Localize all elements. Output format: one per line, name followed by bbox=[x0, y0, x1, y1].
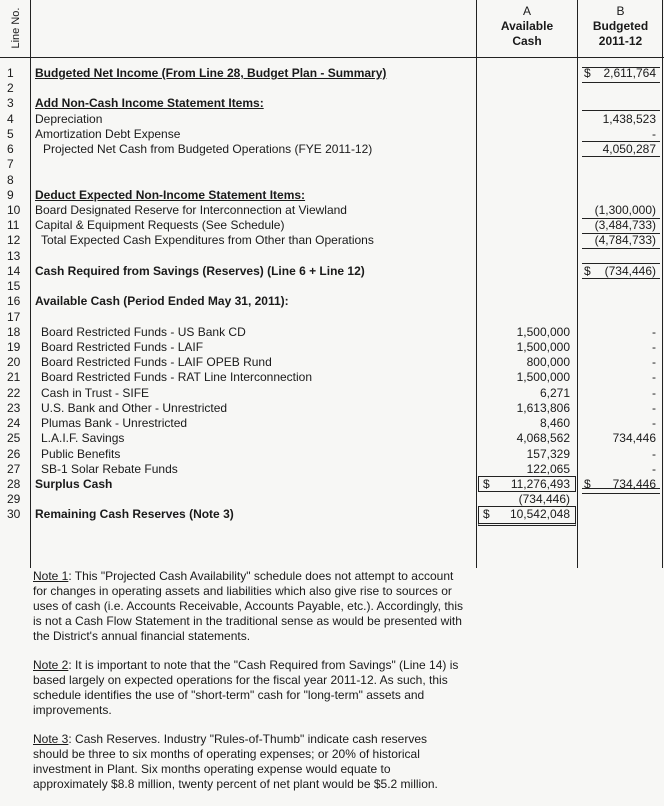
rule bbox=[582, 248, 660, 249]
line-description: Board Restricted Funds - RAT Line Interconnection bbox=[41, 370, 313, 385]
rule bbox=[582, 493, 660, 494]
available-cash-value: 122,065 bbox=[526, 461, 570, 476]
budgeted-value: (734,446) bbox=[604, 263, 656, 278]
table-row bbox=[0, 249, 664, 264]
budgeted-value: (4,784,733) bbox=[594, 233, 656, 248]
line-description: Total Expected Cash Expenditures from Other than Operations bbox=[41, 233, 374, 248]
column-b-header: B Budgeted 2011-12 bbox=[592, 4, 649, 48]
available-cash-value: 1,500,000 bbox=[516, 339, 570, 354]
line-number: 6 bbox=[7, 142, 14, 157]
line-number: 18 bbox=[7, 324, 21, 339]
rule bbox=[582, 156, 660, 157]
line-description: Add Non-Cash Income Statement Items: bbox=[35, 96, 264, 111]
line-description: Budgeted Net Income (From Line 28, Budget Plan - Summary) bbox=[35, 66, 387, 80]
table-row bbox=[0, 264, 664, 279]
note-2: Note 2: It is important to note that the "Cash Required from Savings" (Line 14) is based largely on expected operations for the fiscal year 2011-12. As such, this schedule identifies the use of "short-term" cash for "long-term" assets and improvements. bbox=[33, 658, 459, 717]
line-number: 8 bbox=[7, 172, 14, 187]
rule bbox=[582, 278, 660, 279]
column-a-header: A Available Cash bbox=[500, 4, 554, 48]
budgeted-value: (1,300,000) bbox=[594, 202, 656, 217]
line-number: 2 bbox=[7, 81, 14, 96]
rule bbox=[582, 67, 660, 68]
table-row bbox=[0, 157, 664, 172]
table-row bbox=[0, 127, 664, 142]
table-row bbox=[0, 142, 664, 157]
table-row bbox=[0, 370, 664, 385]
rule bbox=[582, 141, 660, 142]
table-row bbox=[0, 431, 664, 446]
budgeted-value: 734,446 bbox=[612, 476, 656, 491]
table-row bbox=[0, 492, 664, 507]
line-description: Cash in Trust - SIFE bbox=[41, 385, 150, 400]
available-cash-value: 10,542,048 bbox=[509, 507, 570, 522]
line-number: 26 bbox=[7, 446, 21, 461]
table-row bbox=[0, 325, 664, 340]
line-number: 27 bbox=[7, 461, 21, 476]
dollar-sign: $ bbox=[483, 507, 490, 522]
rule bbox=[582, 110, 660, 111]
table-row bbox=[0, 462, 664, 477]
dollar-sign: $ bbox=[584, 66, 591, 80]
header-divider bbox=[0, 57, 664, 58]
available-cash-value: (734,446) bbox=[518, 492, 570, 507]
budgeted-value: 734,446 bbox=[612, 431, 656, 446]
line-number: 23 bbox=[7, 400, 21, 415]
surplus-cash-box bbox=[478, 476, 576, 492]
table-row bbox=[0, 112, 664, 127]
line-description: Board Restricted Funds - LAIF OPEB Rund bbox=[41, 355, 272, 370]
rule bbox=[582, 218, 660, 219]
line-number: 28 bbox=[7, 476, 21, 491]
line-description: Projected Net Cash from Budgeted Operations (FYE 2011-12) bbox=[43, 142, 373, 157]
line-description: Board Restricted Funds - LAIF bbox=[41, 339, 204, 354]
budgeted-value: - bbox=[652, 324, 656, 339]
table-row bbox=[0, 401, 664, 416]
rule bbox=[582, 488, 660, 489]
dollar-sign: $ bbox=[584, 263, 591, 278]
budgeted-value: - bbox=[652, 446, 656, 461]
line-number: 1 bbox=[7, 66, 14, 80]
budgeted-value: 2,611,764 bbox=[603, 66, 656, 80]
table-row bbox=[0, 203, 664, 218]
table-row bbox=[0, 279, 664, 294]
line-number: 3 bbox=[7, 96, 14, 111]
line-number: 5 bbox=[7, 126, 14, 141]
line-number: 16 bbox=[7, 294, 21, 309]
table-row bbox=[0, 294, 664, 309]
table-row bbox=[0, 81, 664, 96]
line-description: Surplus Cash bbox=[35, 476, 113, 491]
table-row bbox=[0, 355, 664, 370]
line-number: 4 bbox=[7, 111, 14, 126]
line-description: Capital & Equipment Requests (See Schedule) bbox=[35, 218, 285, 233]
budgeted-value: - bbox=[652, 370, 656, 385]
table-row bbox=[0, 218, 664, 233]
line-number: 14 bbox=[7, 263, 21, 278]
line-number: 24 bbox=[7, 416, 21, 431]
table-row bbox=[0, 340, 664, 355]
table-row bbox=[0, 66, 664, 81]
budgeted-value: (3,484,733) bbox=[594, 218, 656, 233]
line-description: Depreciation bbox=[35, 111, 103, 126]
rule bbox=[582, 263, 660, 264]
available-cash-value: 8,460 bbox=[539, 416, 570, 431]
table-row bbox=[0, 96, 664, 111]
line-number: 22 bbox=[7, 385, 21, 400]
line-number: 30 bbox=[7, 507, 21, 522]
line-number: 25 bbox=[7, 431, 21, 446]
line-description: Cash Required from Savings (Reserves) (Line 6 + Line 12) bbox=[35, 263, 365, 278]
note-3: Note 3: Cash Reserves. Industry "Rules-of-Thumb" indicate cash reserves should be three to six months of operating expenses; or 20% of historical investment in Plant. Six months operating expense would equate to approximately $8.8 million, twenty percent of net plant would be $5.2 million. bbox=[33, 732, 438, 791]
table-row bbox=[0, 447, 664, 462]
available-cash-value: 11,276,493 bbox=[510, 476, 570, 491]
line-no-header: Line No. bbox=[10, 7, 22, 49]
budgeted-value: 1,438,523 bbox=[602, 111, 656, 126]
note-1: Note 1: This "Projected Cash Availability" schedule does not attempt to account for changes in operating assets and liabilities which also give rise to sources or uses of cash (i.e. Accounts Receivable, Accounts Payable, etc.). Accordingly, this is not a Cash Flow Statement in the traditional sense as would be presented with the District's annual financial statements. bbox=[33, 569, 463, 643]
line-number: 17 bbox=[7, 309, 21, 324]
line-number: 13 bbox=[7, 248, 21, 263]
line-number: 7 bbox=[7, 157, 14, 172]
line-description: Available Cash (Period Ended May 31, 2011): bbox=[35, 294, 289, 309]
line-description: SB-1 Solar Rebate Funds bbox=[41, 461, 178, 476]
dollar-sign: $ bbox=[584, 476, 591, 491]
available-cash-value: 1,500,000 bbox=[516, 324, 570, 339]
line-description: Board Restricted Funds - US Bank CD bbox=[41, 324, 246, 339]
line-number: 19 bbox=[7, 339, 21, 354]
available-cash-value: 4,068,562 bbox=[516, 431, 570, 446]
line-description: L.A.I.F. Savings bbox=[41, 431, 125, 446]
table-row bbox=[0, 416, 664, 431]
notes bbox=[33, 569, 463, 806]
table-row bbox=[0, 386, 664, 401]
line-number: 21 bbox=[7, 370, 21, 385]
line-description: U.S. Bank and Other - Unrestricted bbox=[41, 400, 228, 415]
available-cash-value: 1,613,806 bbox=[516, 400, 570, 415]
rule bbox=[582, 233, 660, 234]
budgeted-value: - bbox=[652, 385, 656, 400]
table-row bbox=[0, 310, 664, 325]
line-number: 11 bbox=[7, 218, 20, 233]
budgeted-value: - bbox=[652, 126, 656, 141]
line-number: 10 bbox=[7, 202, 21, 217]
line-number: 9 bbox=[7, 187, 14, 202]
budgeted-value: - bbox=[652, 461, 656, 476]
line-number: 20 bbox=[7, 355, 21, 370]
available-cash-value: 1,500,000 bbox=[516, 370, 570, 385]
budgeted-value: 4,050,287 bbox=[602, 142, 656, 157]
table-row bbox=[0, 233, 664, 248]
line-number: 29 bbox=[7, 492, 21, 507]
rule bbox=[582, 82, 660, 83]
remaining-reserves-box bbox=[478, 506, 576, 526]
line-description: Deduct Expected Non-Income Statement Items: bbox=[35, 187, 306, 202]
line-description: Remaining Cash Reserves (Note 3) bbox=[35, 507, 234, 522]
available-cash-value: 800,000 bbox=[526, 355, 570, 370]
line-number: 15 bbox=[7, 279, 21, 294]
line-number: 12 bbox=[7, 233, 21, 248]
dollar-sign: $ bbox=[483, 476, 490, 491]
line-description: Amortization Debt Expense bbox=[35, 126, 181, 141]
line-description: Public Benefits bbox=[41, 446, 121, 461]
budgeted-value: - bbox=[652, 355, 656, 370]
table-row bbox=[0, 173, 664, 188]
budgeted-value: - bbox=[652, 416, 656, 431]
available-cash-value: 6,271 bbox=[539, 385, 570, 400]
line-description: Plumas Bank - Unrestricted bbox=[41, 416, 188, 431]
line-description: Board Designated Reserve for Interconnection at Viewland bbox=[35, 202, 347, 217]
table-row bbox=[0, 188, 664, 203]
budgeted-value: - bbox=[652, 339, 656, 354]
available-cash-value: 157,329 bbox=[526, 446, 570, 461]
budgeted-value: - bbox=[652, 400, 656, 415]
